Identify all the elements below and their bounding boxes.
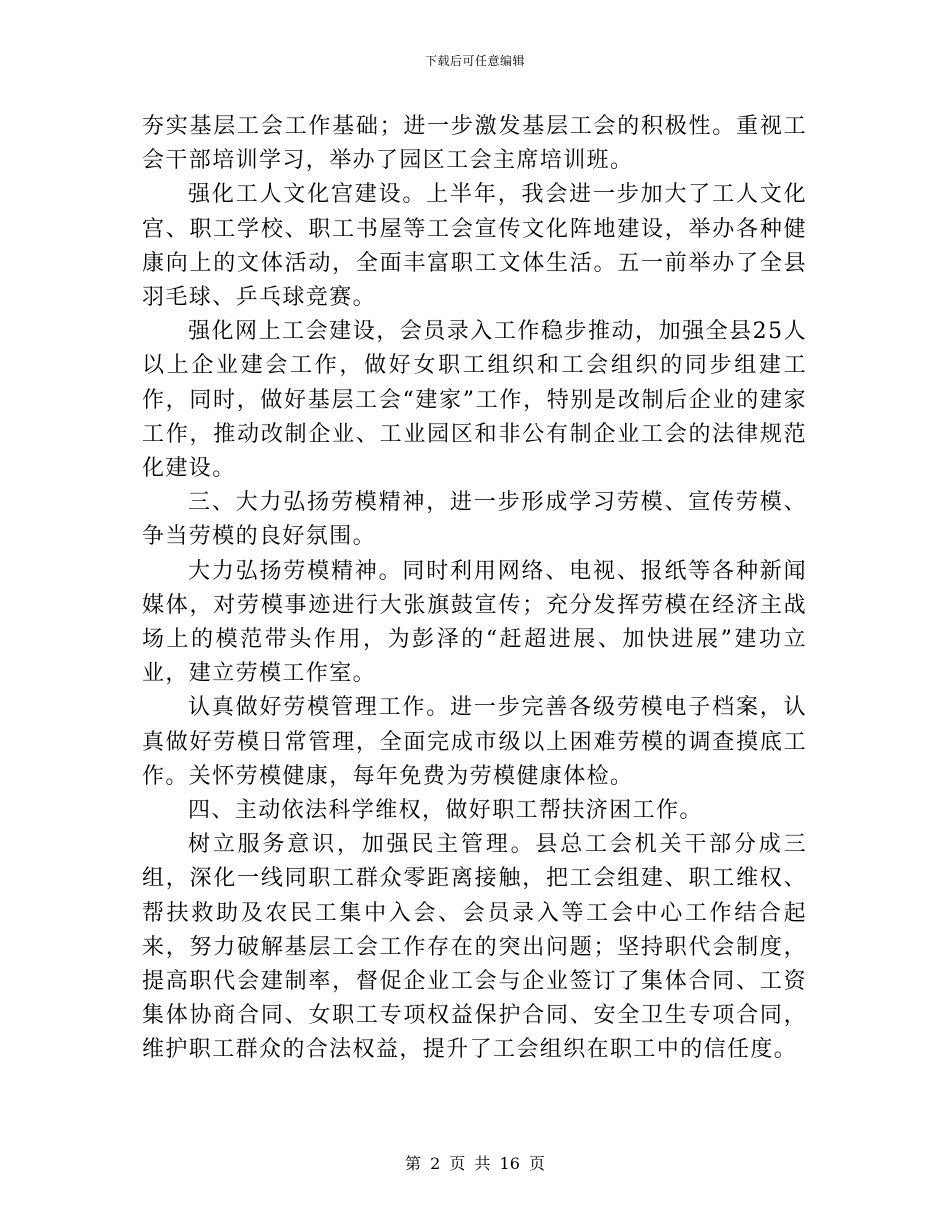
paragraph-2: 强化工人文化宫建设。上半年，我会进一步加大了工人文化宫、职工学校、职工书屋等工会宣传文化阵地建设，举办各种健康向上的文体活动，全面丰富职工文体生活。五一前举办了全县羽毛球、乒乓球竞赛。	[142, 182, 807, 311]
page-footer: 第 2 页 共 16 页	[405, 1154, 545, 1173]
section-heading-3: 三、大力弘扬劳模精神，进一步形成学习劳模、宣传劳模、争当劳模的良好氛围。	[142, 490, 807, 550]
paragraph-6: 认真做好劳模管理工作。进一步完善各级劳模电子档案，认真做好劳模日常管理，全面完成市级以上困难劳模的调查摸底工作。关怀劳模健康，每年免费为劳模健康体检。	[142, 695, 807, 789]
paragraph-8: 树立服务意识，加强民主管理。县总工会机关干部分成三组，深化一线同职工群众零距离接触，把工会组建、职工维权、帮扶救助及农民工集中入会、会员录入等工会中心工作结合起来，努力破解基层工会工作存在的突出问题；坚持职代会制度，提高职代会建制率，督促企业工会与企业签订了集体合同、工资集体协商合同、女职工专项权益保护合同、安全卫生专项合同，维护职工群众的合法权益，提升了工会组织在职工中的信任度。	[142, 832, 807, 1063]
paragraph-1: 夯实基层工会工作基础；进一步激发基层工会的积极性。重视工会干部培训学习，举办了园区工会主席培训班。	[142, 114, 807, 174]
paragraph-3: 强化网上工会建设，会员录入工作稳步推动，加强全县25人以上企业建会工作，做好女职工组织和工会组织的同步组建工作，同时，做好基层工会“建家”工作，特别是改制后企业的建家工作，推动改制企业、工业园区和非公有制企业工会的法律规范化建设。	[142, 319, 807, 482]
document-body	[142, 110, 807, 1068]
paragraph-5: 大力弘扬劳模精神。同时利用网络、电视、报纸等各种新闻媒体，对劳模事迹进行大张旗鼓宣传；充分发挥劳模在经济主战场上的模范带头作用，为彭泽的“赶超进展、加快进展”建功立业，建立劳模工作室。	[142, 558, 807, 687]
section-heading-4: 四、主动依法科学维权，做好职工帮扶济困工作。	[188, 798, 703, 824]
page-header: 下载后可任意编辑	[424, 54, 525, 68]
